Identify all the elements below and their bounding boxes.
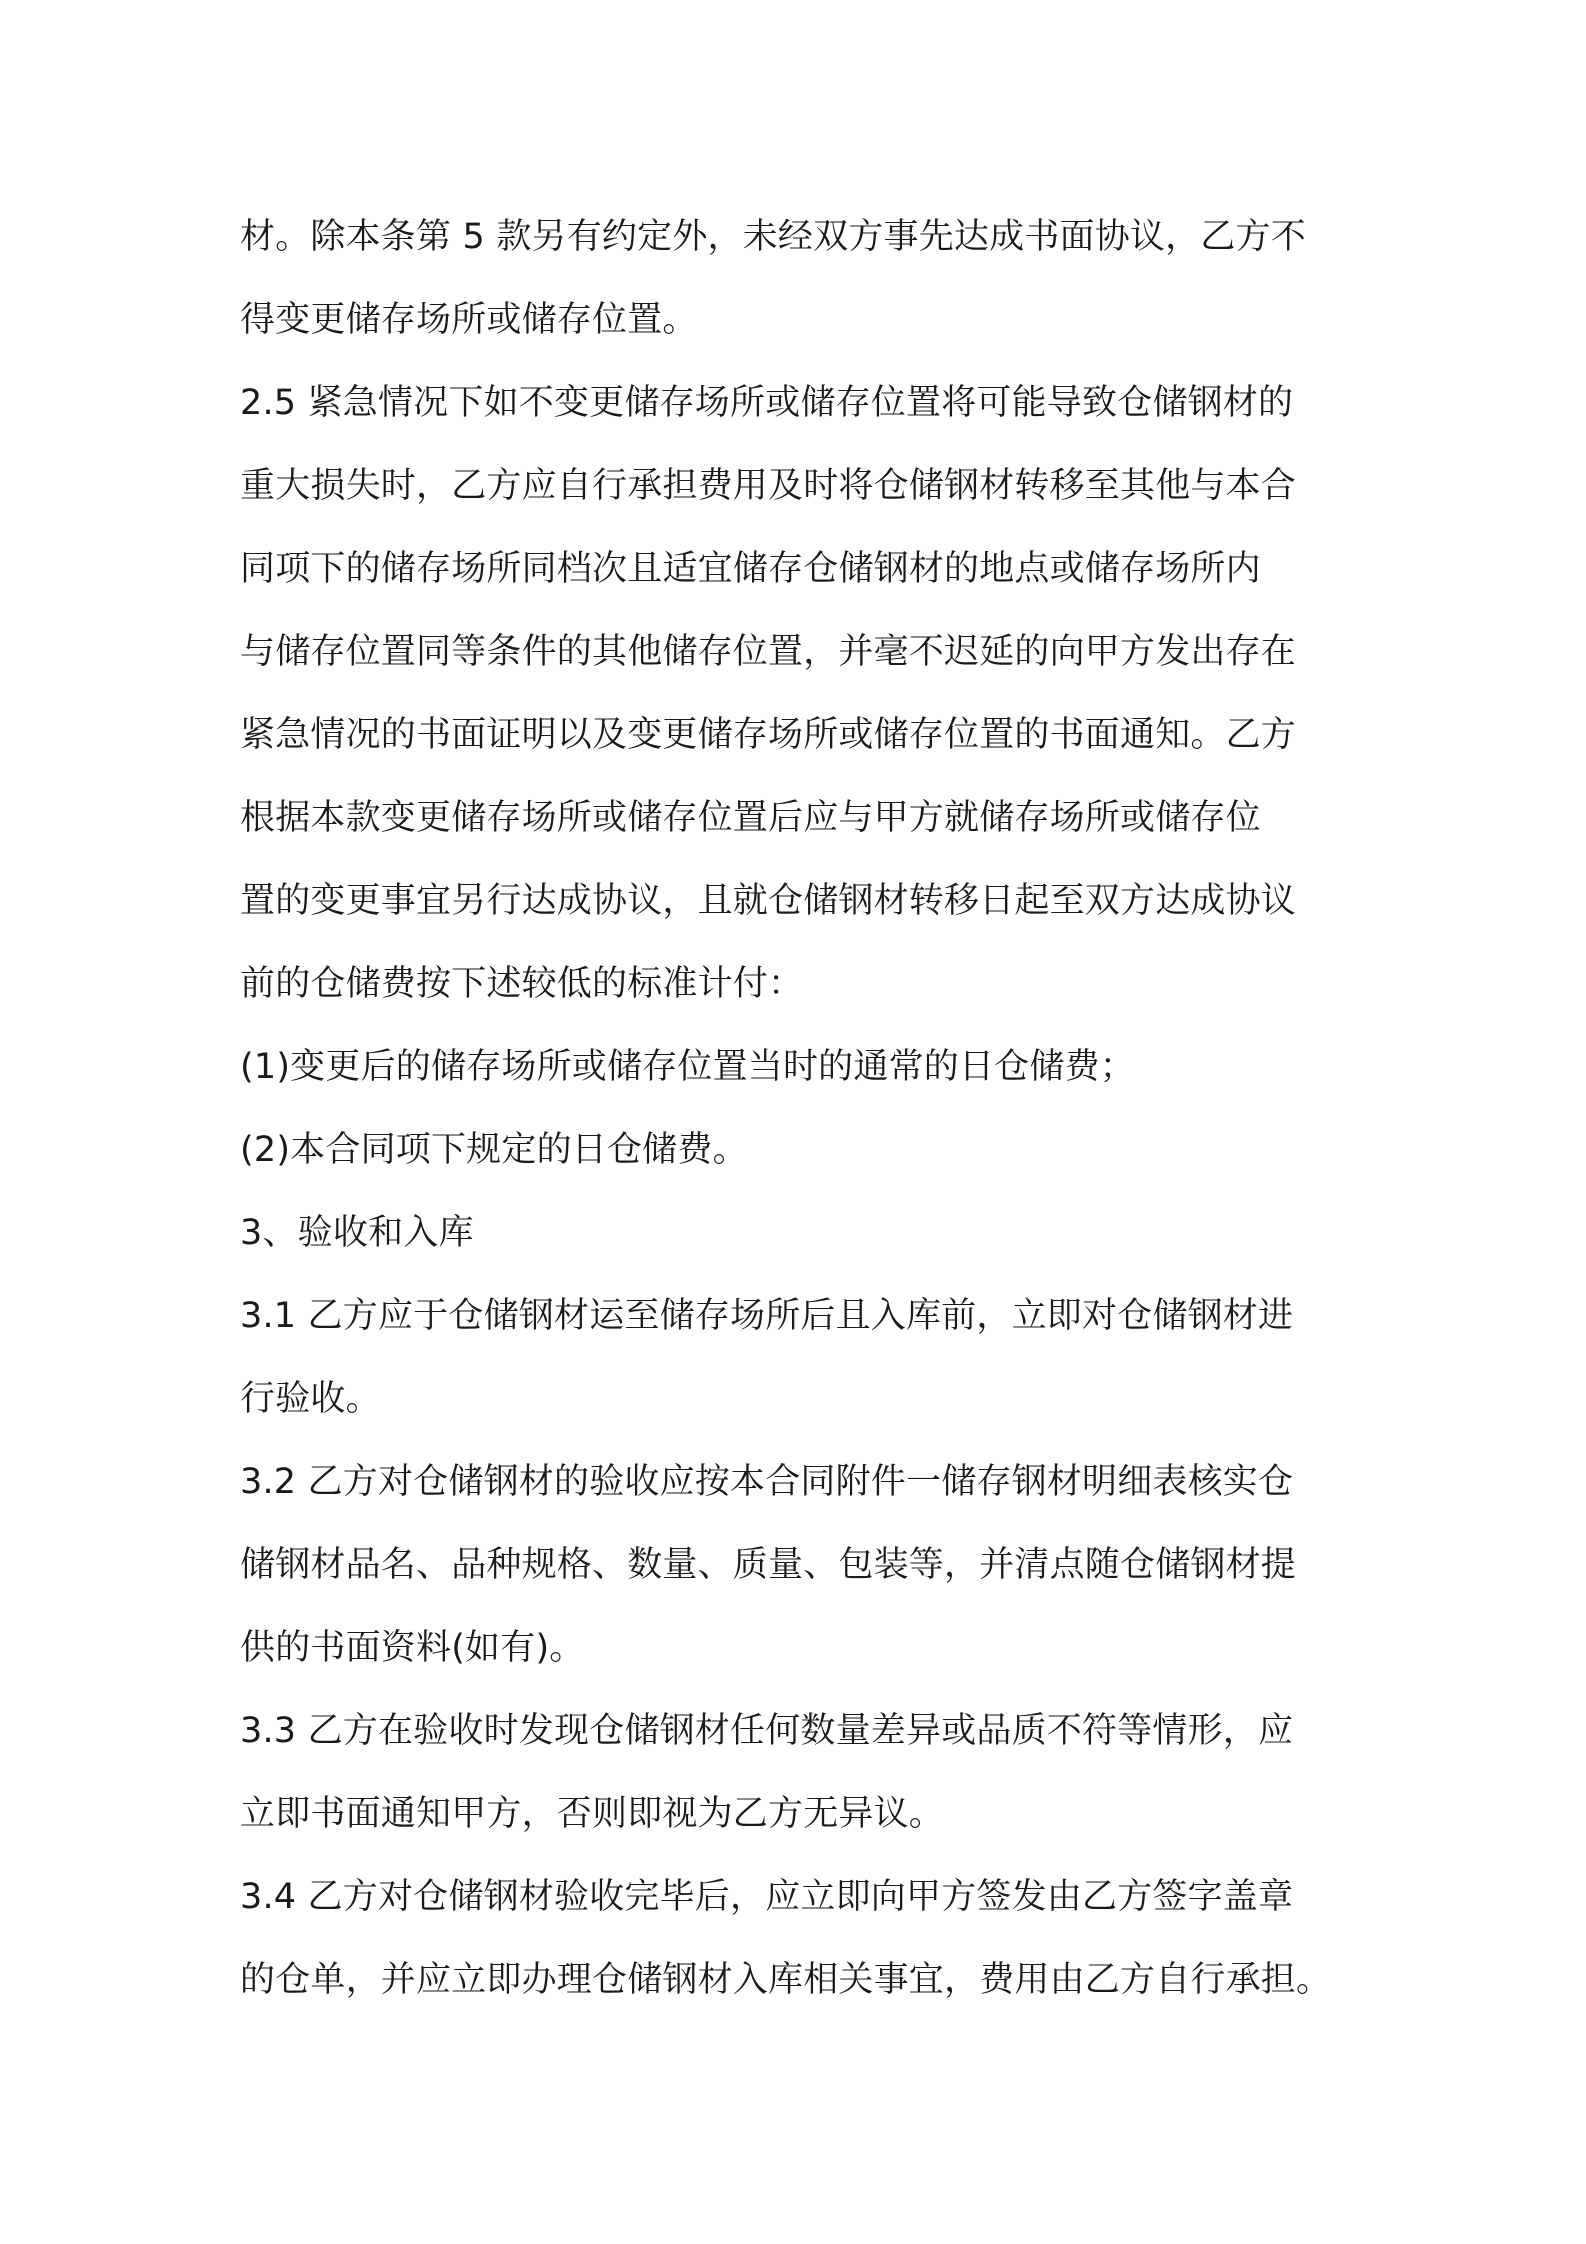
text-line: 3.3 乙方在验收时发现仓储钢材任何数量差异或品质不符等情形，应 — [240, 1711, 1294, 1751]
text-line: 储钢材品名、品种规格、数量、质量、包装等，并清点随仓储钢材提 — [240, 1545, 1297, 1585]
text-line: 与储存位置同等条件的其他储存位置，并毫不迟延的向甲方发出存在 — [240, 632, 1297, 672]
text-line: 的仓单，并应立即办理仓储钢材入库相关事宜，费用由乙方自行承担。 — [240, 1960, 1332, 2000]
text-line: 3.1 乙方应于仓储钢材运至储存场所后且入库前，立即对仓储钢材进 — [240, 1296, 1294, 1336]
text-line: 同项下的储存场所同档次且适宜储存仓储钢材的地点或储存场所内 — [240, 549, 1261, 589]
text-line: 行验收。 — [240, 1379, 381, 1419]
text-line: 紧急情况的书面证明以及变更储存场所或储存位置的书面通知。乙方 — [240, 715, 1297, 755]
text-line: 重大损失时，乙方应自行承担费用及时将仓储钢材转移至其他与本合 — [240, 466, 1297, 506]
text-line: 供的书面资料(如有)。 — [240, 1628, 585, 1668]
text-line: 2.5 紧急情况下如不变更储存场所或储存位置将可能导致仓储钢材的 — [240, 383, 1294, 423]
text-line: 3.2 乙方对仓储钢材的验收应按本合同附件一储存钢材明细表核实仓 — [240, 1462, 1294, 1502]
text-line: 得变更储存场所或储存位置。 — [240, 300, 698, 340]
text-line: 根据本款变更储存场所或储存位置后应与甲方就储存场所或储存位 — [240, 798, 1261, 838]
text-line: 材。除本条第 5 款另有约定外，未经双方事先达成书面协议，乙方不 — [240, 217, 1306, 257]
text-line: 置的变更事宜另行达成协议，且就仓储钢材转移日起至双方达成协议 — [240, 881, 1297, 921]
text-line: (2)本合同项下规定的日仓储费。 — [240, 1130, 748, 1170]
text-line: 3.4 乙方对仓储钢材验收完毕后，应立即向甲方签发由乙方签字盖章 — [240, 1877, 1294, 1917]
text-line: 前的仓储费按下述较低的标准计付： — [240, 964, 804, 1004]
section-heading: 3、验收和入库 — [240, 1213, 474, 1253]
text-line: 立即书面通知甲方，否则即视为乙方无异议。 — [240, 1794, 945, 1834]
text-line: (1)变更后的储存场所或储存位置当时的通常的日仓储费； — [240, 1047, 1135, 1087]
document-body — [240, 196, 1360, 2022]
